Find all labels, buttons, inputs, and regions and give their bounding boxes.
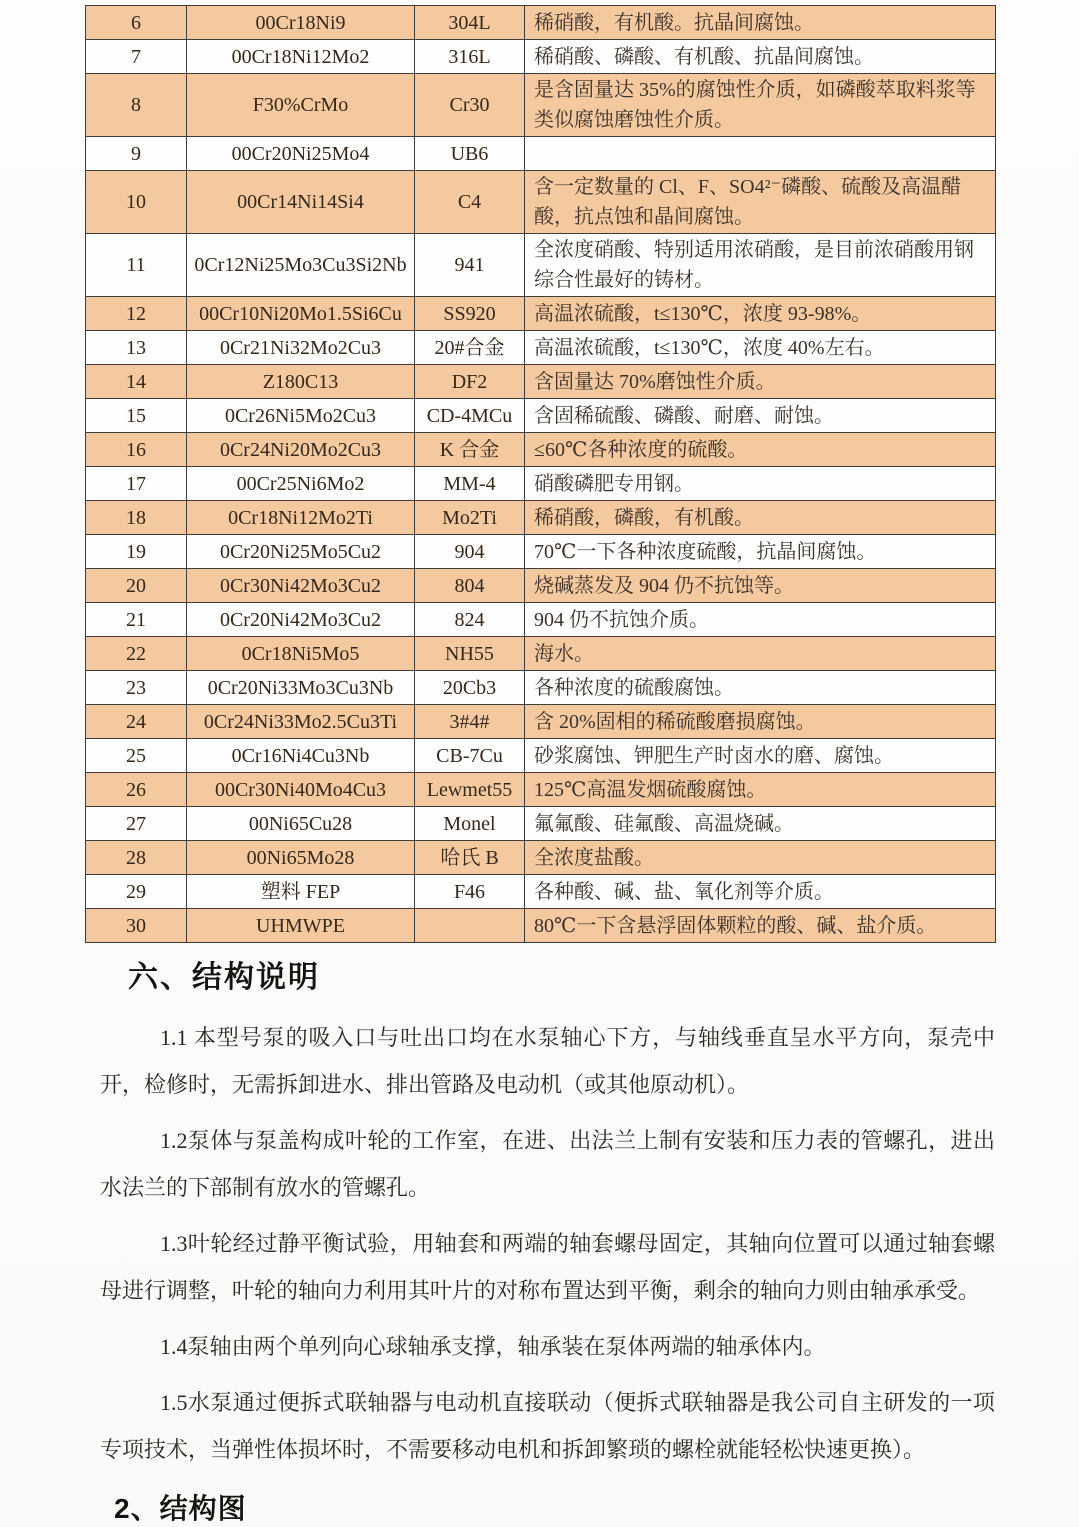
cell-desc: 氟氟酸、硅氟酸、高温烧碱。 bbox=[525, 807, 996, 841]
table-row bbox=[86, 705, 996, 739]
table-row bbox=[86, 74, 996, 137]
table-row bbox=[86, 467, 996, 501]
cell-material: 00Cr14Ni14Si4 bbox=[187, 171, 415, 234]
paragraph-1-4: 1.4泵轴由两个单列向心球轴承支撑，轴承装在泵体两端的轴承体内。 bbox=[160, 1334, 826, 1359]
cell-num: 22 bbox=[86, 637, 187, 671]
table-row bbox=[86, 501, 996, 535]
cell-material: 0Cr21Ni32Mo2Cu3 bbox=[187, 331, 415, 365]
cell-desc: 70℃一下各种浓度硫酸，抗晶间腐蚀。 bbox=[525, 535, 996, 569]
cell-code: UB6 bbox=[415, 137, 525, 171]
table-row bbox=[86, 297, 996, 331]
cell-code: NH55 bbox=[415, 637, 525, 671]
table-row bbox=[86, 137, 996, 171]
material-table-body bbox=[86, 6, 996, 943]
cell-code: 20Cb3 bbox=[415, 671, 525, 705]
cell-code: F46 bbox=[415, 875, 525, 909]
cell-code: 316L bbox=[415, 40, 525, 74]
cell-num: 18 bbox=[86, 501, 187, 535]
cell-code: 904 bbox=[415, 535, 525, 569]
table-row bbox=[86, 909, 996, 943]
cell-material: 0Cr12Ni25Mo3Cu3Si2Nb bbox=[187, 234, 415, 297]
cell-num: 17 bbox=[86, 467, 187, 501]
cell-num: 9 bbox=[86, 137, 187, 171]
cell-num: 6 bbox=[86, 6, 187, 40]
cell-num: 13 bbox=[86, 331, 187, 365]
cell-material: 00Cr10Ni20Mo1.5Si6Cu bbox=[187, 297, 415, 331]
cell-desc: 全浓度硝酸、特别适用浓硝酸，是目前浓硝酸用钢综合性最好的铸材。 bbox=[525, 234, 996, 297]
cell-desc: 稀硝酸、磷酸、有机酸、抗晶间腐蚀。 bbox=[525, 40, 996, 74]
cell-desc: 高温浓硫酸，t≤130℃，浓度 93-98%。 bbox=[525, 297, 996, 331]
table-row bbox=[86, 171, 996, 234]
cell-material: 0Cr26Ni5Mo2Cu3 bbox=[187, 399, 415, 433]
table-row bbox=[86, 875, 996, 909]
cell-num: 16 bbox=[86, 433, 187, 467]
table-row bbox=[86, 40, 996, 74]
cell-num: 7 bbox=[86, 40, 187, 74]
table-row bbox=[86, 535, 996, 569]
cell-num: 23 bbox=[86, 671, 187, 705]
cell-num: 14 bbox=[86, 365, 187, 399]
paragraph-1-3: 1.3叶轮经过静平衡试验，用轴套和两端的轴套螺母固定，其轴向位置可以通过轴套螺母进行调整，叶轮的轴向力利用其叶片的对称布置达到平衡，剩余的轴向力则由轴承承受。 bbox=[100, 1231, 995, 1303]
cell-code: CD-4MCu bbox=[415, 399, 525, 433]
cell-num: 30 bbox=[86, 909, 187, 943]
table-row bbox=[86, 234, 996, 297]
cell-num: 28 bbox=[86, 841, 187, 875]
cell-num: 12 bbox=[86, 297, 187, 331]
cell-material: 0Cr20Ni33Mo3Cu3Nb bbox=[187, 671, 415, 705]
table-row bbox=[86, 603, 996, 637]
cell-desc: 含固稀硫酸、磷酸、耐磨、耐蚀。 bbox=[525, 399, 996, 433]
cell-code: 3#4# bbox=[415, 705, 525, 739]
cell-num: 21 bbox=[86, 603, 187, 637]
cell-code: 824 bbox=[415, 603, 525, 637]
cell-material: 0Cr24Ni20Mo2Cu3 bbox=[187, 433, 415, 467]
cell-material: Z180C13 bbox=[187, 365, 415, 399]
material-table bbox=[85, 5, 996, 943]
cell-num: 10 bbox=[86, 171, 187, 234]
table-row bbox=[86, 331, 996, 365]
table-row bbox=[86, 399, 996, 433]
cell-code: Monel bbox=[415, 807, 525, 841]
figure-heading: 2、结构图 bbox=[114, 1493, 247, 1524]
section-heading: 六、结构说明 bbox=[128, 961, 320, 994]
cell-code: DF2 bbox=[415, 365, 525, 399]
paragraph-1-2: 1.2泵体与泵盖构成叶轮的工作室，在进、出法兰上制有安装和压力表的管螺孔，进出水法兰的下部制有放水的管螺孔。 bbox=[100, 1128, 995, 1200]
cell-material: 0Cr18Ni12Mo2Ti bbox=[187, 501, 415, 535]
cell-material: 00Cr30Ni40Mo4Cu3 bbox=[187, 773, 415, 807]
cell-material: 00Ni65Cu28 bbox=[187, 807, 415, 841]
cell-material: 0Cr18Ni5Mo5 bbox=[187, 637, 415, 671]
cell-desc: 含 20%固相的稀硫酸磨损腐蚀。 bbox=[525, 705, 996, 739]
cell-desc: 含一定数量的 Cl、F、SO4²⁻磷酸、硫酸及高温醋酸，抗点蚀和晶间腐蚀。 bbox=[525, 171, 996, 234]
paragraph-1-1: 1.1 本型号泵的吸入口与吐出口均在水泵轴心下方，与轴线垂直呈水平方向，泵壳中开，检修时，无需拆卸进水、排出管路及电动机（或其他原动机）。 bbox=[100, 1025, 995, 1097]
cell-code: 哈氏 B bbox=[415, 841, 525, 875]
cell-desc: 125℃高温发烟硫酸腐蚀。 bbox=[525, 773, 996, 807]
table-row bbox=[86, 739, 996, 773]
cell-desc: 高温浓硫酸，t≤130℃，浓度 40%左右。 bbox=[525, 331, 996, 365]
cell-code: 20#合金 bbox=[415, 331, 525, 365]
table-row bbox=[86, 365, 996, 399]
cell-desc: 硝酸磷肥专用钢。 bbox=[525, 467, 996, 501]
cell-num: 24 bbox=[86, 705, 187, 739]
cell-desc: 80℃一下含悬浮固体颗粒的酸、碱、盐介质。 bbox=[525, 909, 996, 943]
cell-code: Cr30 bbox=[415, 74, 525, 137]
cell-code: Lewmet55 bbox=[415, 773, 525, 807]
cell-code: MM-4 bbox=[415, 467, 525, 501]
cell-num: 20 bbox=[86, 569, 187, 603]
table-row bbox=[86, 637, 996, 671]
cell-num: 19 bbox=[86, 535, 187, 569]
structure-section bbox=[100, 952, 995, 1527]
cell-num: 27 bbox=[86, 807, 187, 841]
cell-code: 804 bbox=[415, 569, 525, 603]
cell-num: 26 bbox=[86, 773, 187, 807]
cell-material: 0Cr20Ni42Mo3Cu2 bbox=[187, 603, 415, 637]
cell-code: Mo2Ti bbox=[415, 501, 525, 535]
cell-code: K 合金 bbox=[415, 433, 525, 467]
cell-desc: 海水。 bbox=[525, 637, 996, 671]
cell-num: 25 bbox=[86, 739, 187, 773]
cell-code: CB-7Cu bbox=[415, 739, 525, 773]
cell-material: 0Cr24Ni33Mo2.5Cu3Ti bbox=[187, 705, 415, 739]
cell-material: 0Cr20Ni25Mo5Cu2 bbox=[187, 535, 415, 569]
table-row bbox=[86, 773, 996, 807]
cell-desc: 各种酸、碱、盐、氧化剂等介质。 bbox=[525, 875, 996, 909]
cell-desc: 各种浓度的硫酸腐蚀。 bbox=[525, 671, 996, 705]
cell-material: 0Cr16Ni4Cu3Nb bbox=[187, 739, 415, 773]
cell-desc: 是含固量达 35%的腐蚀性介质，如磷酸萃取料浆等类似腐蚀磨蚀性介质。 bbox=[525, 74, 996, 137]
cell-material: 00Cr25Ni6Mo2 bbox=[187, 467, 415, 501]
cell-num: 11 bbox=[86, 234, 187, 297]
table-row bbox=[86, 841, 996, 875]
cell-desc: 砂浆腐蚀、钾肥生产时卤水的磨、腐蚀。 bbox=[525, 739, 996, 773]
cell-desc: 烧碱蒸发及 904 仍不抗蚀等。 bbox=[525, 569, 996, 603]
cell-desc: 904 仍不抗蚀介质。 bbox=[525, 603, 996, 637]
table-row bbox=[86, 807, 996, 841]
cell-code: C4 bbox=[415, 171, 525, 234]
cell-material: 0Cr30Ni42Mo3Cu2 bbox=[187, 569, 415, 603]
cell-material: 塑料 FEP bbox=[187, 875, 415, 909]
cell-material: F30%CrMo bbox=[187, 74, 415, 137]
cell-code: SS920 bbox=[415, 297, 525, 331]
cell-code: 941 bbox=[415, 234, 525, 297]
cell-desc: 全浓度盐酸。 bbox=[525, 841, 996, 875]
cell-desc bbox=[525, 137, 996, 171]
table-row bbox=[86, 433, 996, 467]
cell-material: 00Cr18Ni9 bbox=[187, 6, 415, 40]
table-row bbox=[86, 569, 996, 603]
cell-desc: 稀硝酸，有机酸。抗晶间腐蚀。 bbox=[525, 6, 996, 40]
cell-material: UHMWPE bbox=[187, 909, 415, 943]
table-row bbox=[86, 671, 996, 705]
cell-material: 00Ni65Mo28 bbox=[187, 841, 415, 875]
cell-num: 8 bbox=[86, 74, 187, 137]
cell-code bbox=[415, 909, 525, 943]
cell-code: 304L bbox=[415, 6, 525, 40]
paragraph-1-5: 1.5水泵通过便拆式联轴器与电动机直接联动（便拆式联轴器是我公司自主研发的一项专项技术，当弹性体损坏时，不需要移动电机和拆卸繁琐的螺栓就能轻松快速更换）。 bbox=[100, 1390, 995, 1462]
cell-material: 00Cr18Ni12Mo2 bbox=[187, 40, 415, 74]
cell-material: 00Cr20Ni25Mo4 bbox=[187, 137, 415, 171]
cell-num: 15 bbox=[86, 399, 187, 433]
cell-desc: 含固量达 70%磨蚀性介质。 bbox=[525, 365, 996, 399]
cell-desc: ≤60℃各种浓度的硫酸。 bbox=[525, 433, 996, 467]
table-row bbox=[86, 6, 996, 40]
cell-num: 29 bbox=[86, 875, 187, 909]
cell-desc: 稀硝酸，磷酸，有机酸。 bbox=[525, 501, 996, 535]
